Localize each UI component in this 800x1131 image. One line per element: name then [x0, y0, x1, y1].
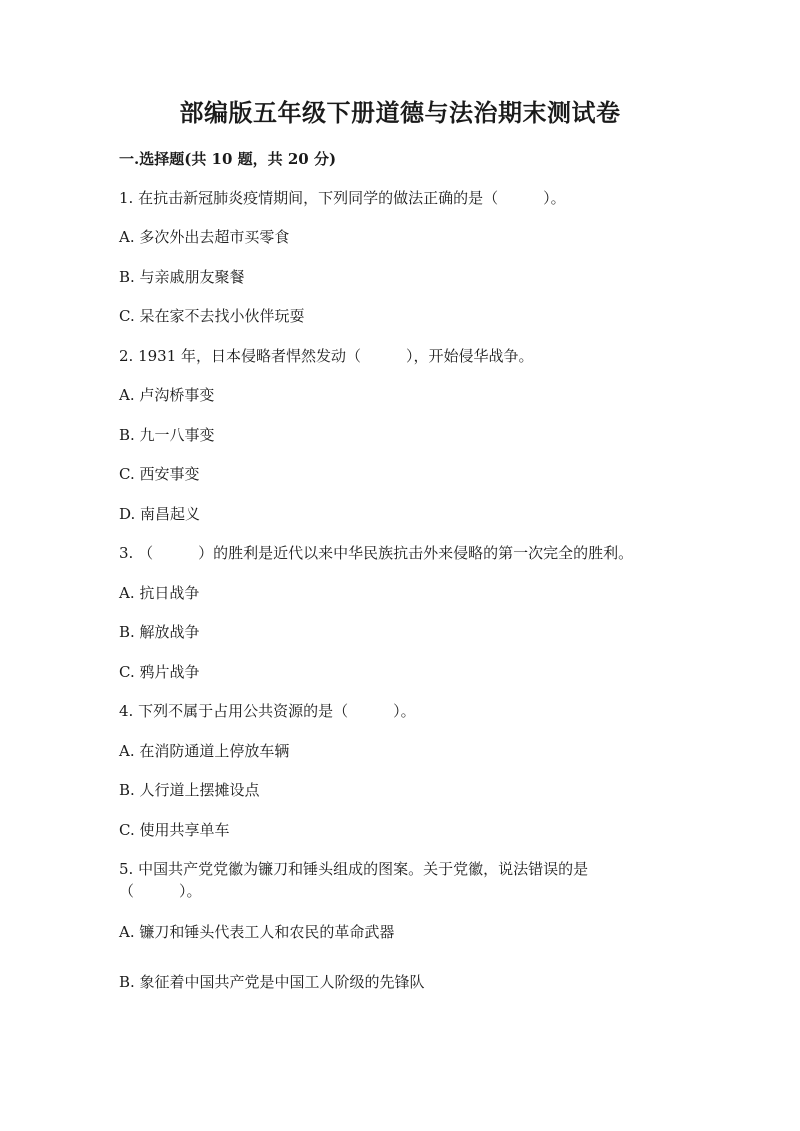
option-b: B. 解放战争 — [119, 623, 200, 641]
option-c: C. 使用共享单车 — [119, 821, 230, 839]
question-stem: 5. 中国共产党党徽为镰刀和锤头组成的图案。关于党徽，说法错误的是（ ）。 — [119, 860, 589, 900]
option-b: B. 九一八事变 — [119, 426, 215, 444]
option-a: A. 多次外出去超市买零食 — [119, 228, 290, 246]
option-b: B. 与亲戚朋友聚餐 — [119, 268, 245, 286]
option-d: D. 南昌起义 — [119, 505, 201, 523]
question-stem: 4. 下列不属于占用公共资源的是（ ）。 — [119, 702, 416, 720]
option-a: A. 在消防通道上停放车辆 — [119, 742, 290, 760]
option-b: B. 人行道上摆摊设点 — [119, 781, 260, 799]
question-stem: 3. （ ）的胜利是近代以来中华民族抗击外来侵略的第一次完全的胜利。 — [119, 544, 634, 562]
question-stem: 1. 在抗击新冠肺炎疫情期间，下列同学的做法正确的是（ ）。 — [119, 189, 566, 207]
section-heading: 一.选择题(共 10 题，共 20 分) — [119, 150, 337, 168]
option-b: B. 象征着中国共产党是中国工人阶级的先锋队 — [119, 973, 425, 991]
option-a: A. 卢沟桥事变 — [119, 386, 215, 404]
option-c: C. 鸦片战争 — [119, 663, 200, 681]
question-stem: 2. 1931 年，日本侵略者悍然发动（ ），开始侵华战争。 — [119, 347, 534, 365]
option-a: A. 抗日战争 — [119, 584, 200, 602]
option-a: A. 镰刀和锤头代表工人和农民的革命武器 — [119, 923, 395, 941]
option-c: C. 西安事变 — [119, 465, 200, 483]
exam-title: 部编版五年级下册道德与法治期末测试卷 — [179, 98, 621, 127]
option-c: C. 呆在家不去找小伙伴玩耍 — [119, 307, 305, 325]
